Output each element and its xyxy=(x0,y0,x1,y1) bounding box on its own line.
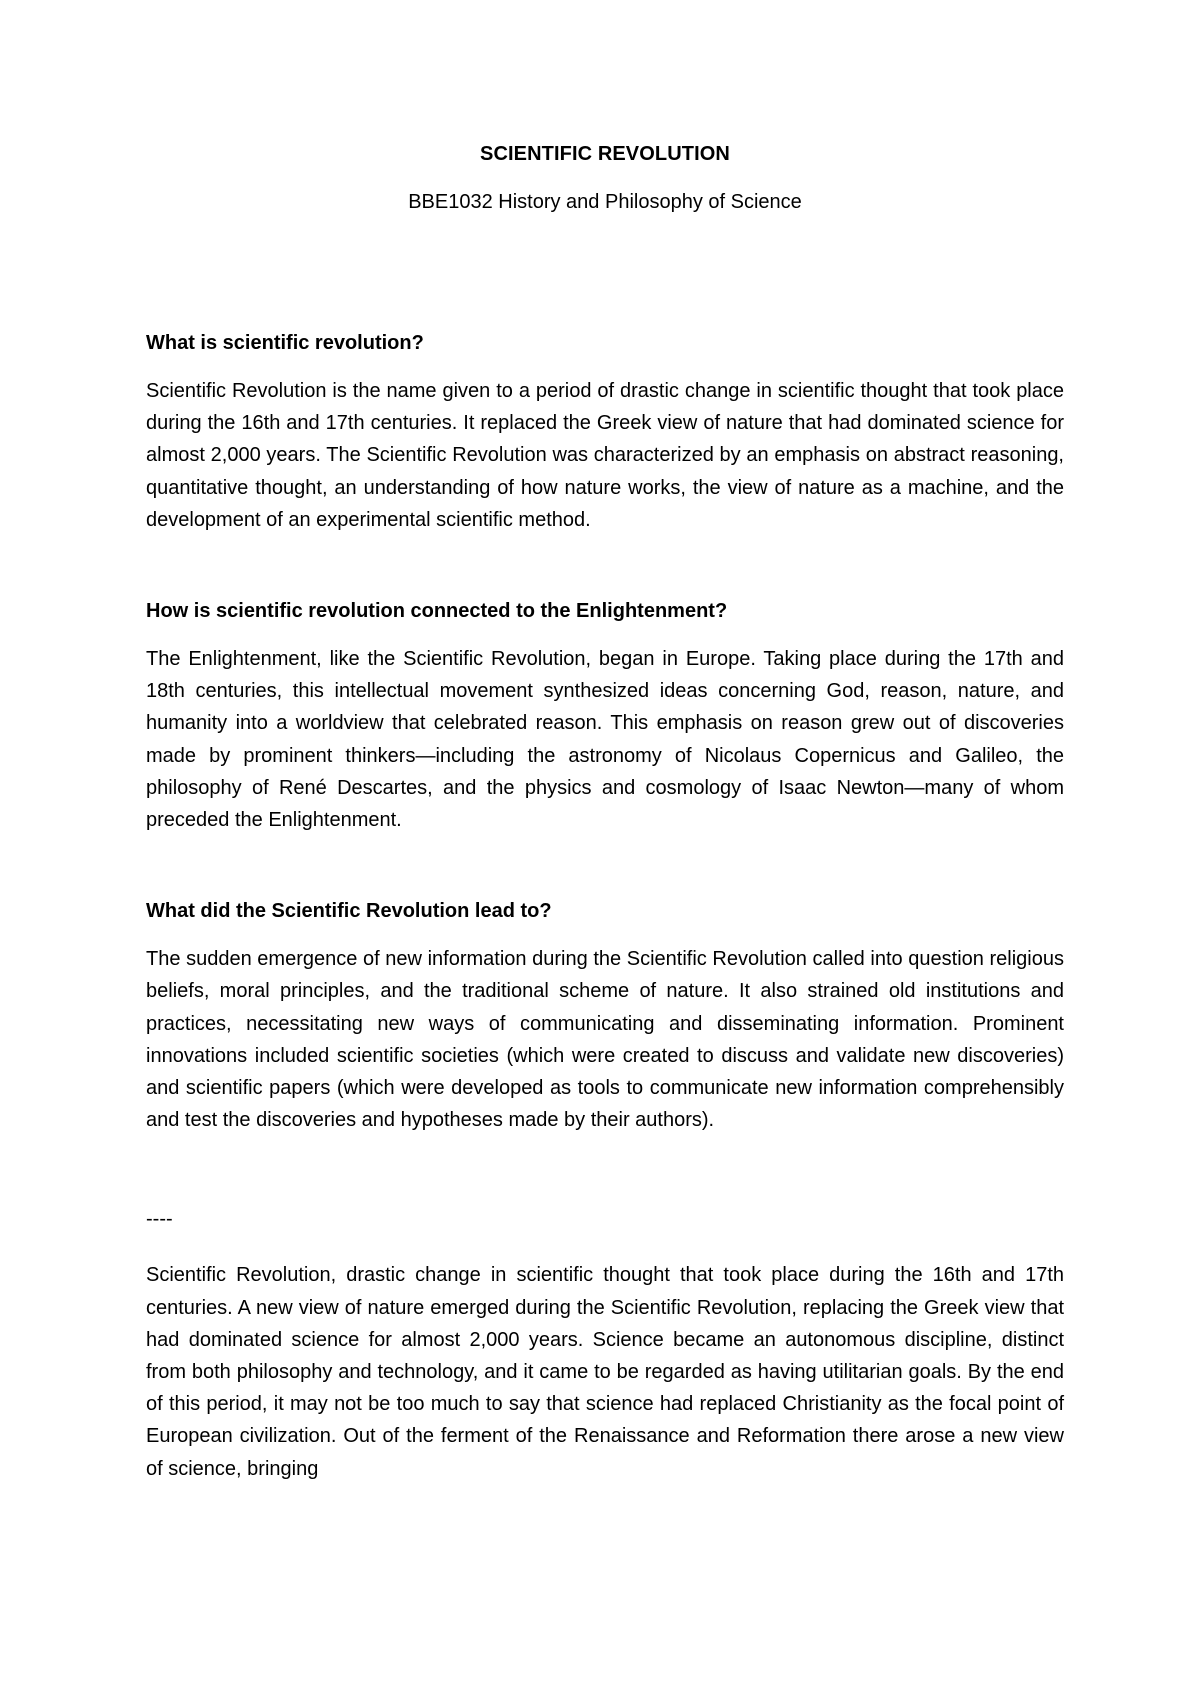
document-content xyxy=(146,140,1064,1485)
section-lead-to xyxy=(146,897,1064,1136)
closing-paragraph: Scientific Revolution, drastic change in scientific thought that took place during the 16th and 17th centuries. A new view of nature emerged during the Scientific Revolution, replacing the Greek view that had dominated science for almost 2,000 years. Science became an autonomous discipline, distinct from both philosophy and technology, and it came to be regarded as having utilitarian goals. By the end of this period, it may not be too much to say that science had replaced Christianity as the focal point of European civilization. Out of the ferment of the Renaissance and Reformation there arose a new view of science, bringing xyxy=(146,1264,1064,1480)
section-paragraph: The sudden emergence of new information during the Scientific Revolution called into question religious beliefs, moral principles, and the traditional scheme of nature. It also strained old institutions and practices, necessitating new ways of communicating and disseminating information. Prominent innovations included scientific societies (which were created to discuss and validate new discoveries) and scientific papers (which were developed as tools to communicate new information comprehensibly and test the discoveries and hypotheses made by their authors). xyxy=(146,948,1064,1132)
section-what-is xyxy=(146,329,1064,536)
section-heading: What is scientific revolution? xyxy=(146,332,424,354)
document-subtitle: BBE1032 History and Philosophy of Science xyxy=(408,191,802,213)
section-paragraph: Scientific Revolution is the name given to a period of drastic change in scientific thought that took place during the 16th and 17th centuries. It replaced the Greek view of nature that had dominated science for almost 2,000 years. The Scientific Revolution was characterized by an emphasis on abstract reasoning, quantitative thought, an understanding of how nature works, the view of nature as a machine, and the development of an experimental scientific method. xyxy=(146,380,1064,531)
section-paragraph: The Enlightenment, like the Scientific Revolution, began in Europe. Taking place during the 17th and 18th centuries, this intellectual movement synthesized ideas concerning God, reason, nature, and humanity into a worldview that celebrated reason. This emphasis on reason grew out of discoveries made by prominent thinkers—including the astronomy of Nicolaus Copernicus and Galileo, the philosophy of René Descartes, and the physics and cosmology of Isaac Newton—many of whom preceded the Enlightenment. xyxy=(146,648,1064,832)
section-heading: What did the Scientific Revolution lead to? xyxy=(146,900,552,923)
section-divider: ---- xyxy=(146,1208,173,1231)
document-title: SCIENTIFIC REVOLUTION xyxy=(480,143,730,165)
section-enlightenment xyxy=(146,597,1064,836)
section-heading: How is scientific revolution connected to the Enlightenment? xyxy=(146,600,728,623)
